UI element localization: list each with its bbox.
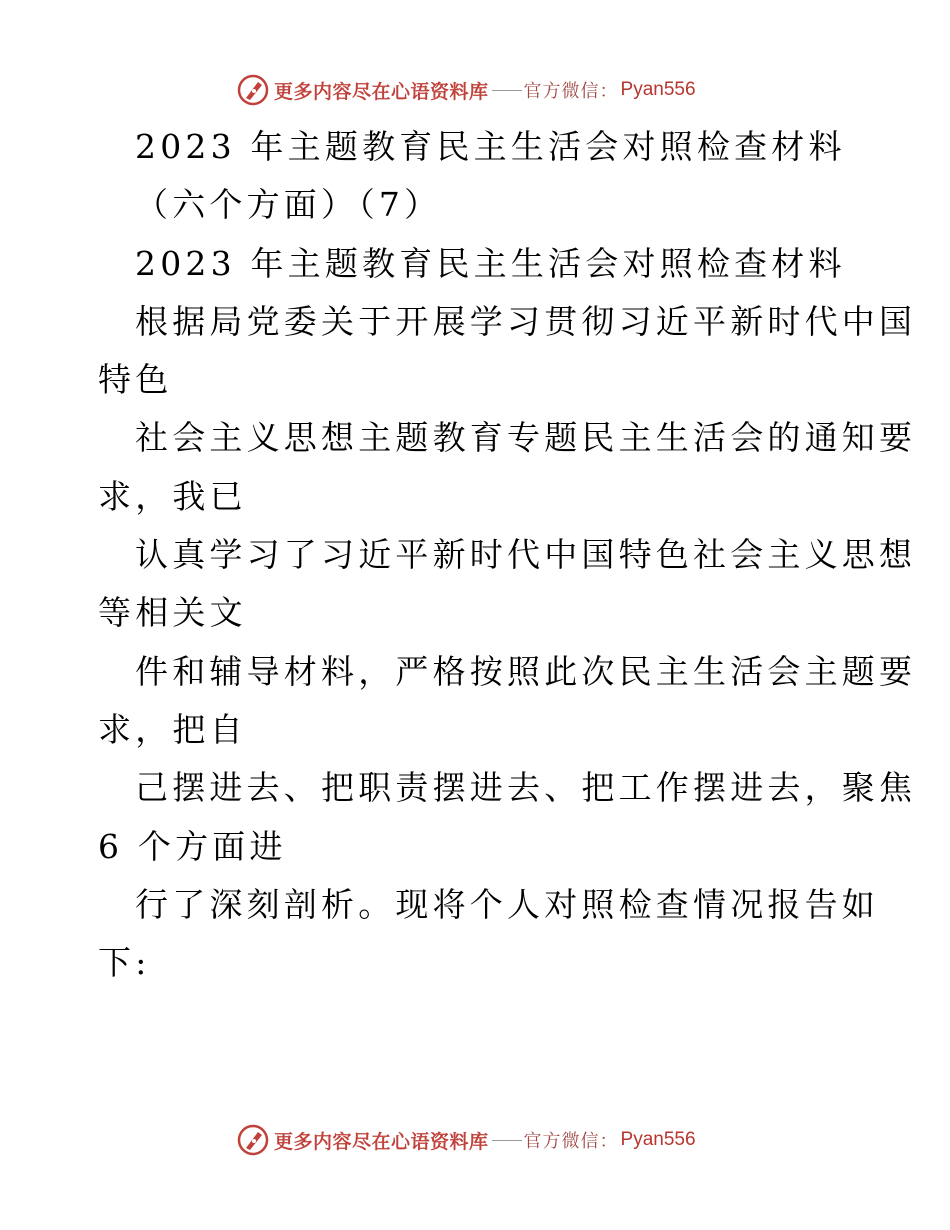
- body-line: 认真学习了习近平新时代中国特色社会主义思想: [135, 535, 917, 574]
- watermark-dash: [492, 90, 522, 91]
- body-line: 己摆进去、把职责摆进去、把工作摆进去，聚焦: [135, 768, 917, 807]
- body-line: 特色: [98, 360, 173, 399]
- body-line: 下:: [98, 943, 151, 982]
- watermark-brand-text: 更多内容尽在心语资料库: [274, 80, 489, 103]
- body-line: 件和辅导材料，严格按照此次民主生活会主题要: [135, 652, 917, 691]
- watermark-contact-label: 官方微信：: [523, 81, 619, 102]
- watermark-contact-id: Pyan556: [620, 79, 696, 100]
- watermark-dash: [492, 1140, 522, 1141]
- pen-nib-circle-icon: [236, 73, 270, 107]
- body-line: 社会主义思想主题教育专题民主生活会的通知要: [135, 418, 917, 457]
- pen-nib-circle-icon: [236, 1123, 270, 1157]
- body-line: 求，把自: [98, 710, 247, 749]
- footer-watermark: [236, 1120, 716, 1160]
- watermark-contact-id: Pyan556: [620, 1129, 696, 1150]
- body-line: 等相关文: [98, 593, 247, 632]
- body-line: 根据局党委关于开展学习贯彻习近平新时代中国: [135, 302, 917, 341]
- document-heading: 2023 年主题教育民主生活会对照检查材料: [135, 244, 846, 283]
- document-title: 2023 年主题教育民主生活会对照检查材料: [135, 127, 846, 166]
- body-line: 行了深刻剖析。现将个人对照检查情况报告如: [135, 885, 879, 924]
- body-line: 6 个方面进: [98, 827, 287, 866]
- body-line: 求，我已: [98, 477, 247, 516]
- document-subtitle: （六个方面）（7）: [135, 185, 442, 224]
- header-watermark: [236, 70, 716, 110]
- watermark-brand-text: 更多内容尽在心语资料库: [274, 1130, 489, 1153]
- watermark-contact-label: 官方微信：: [523, 1131, 619, 1152]
